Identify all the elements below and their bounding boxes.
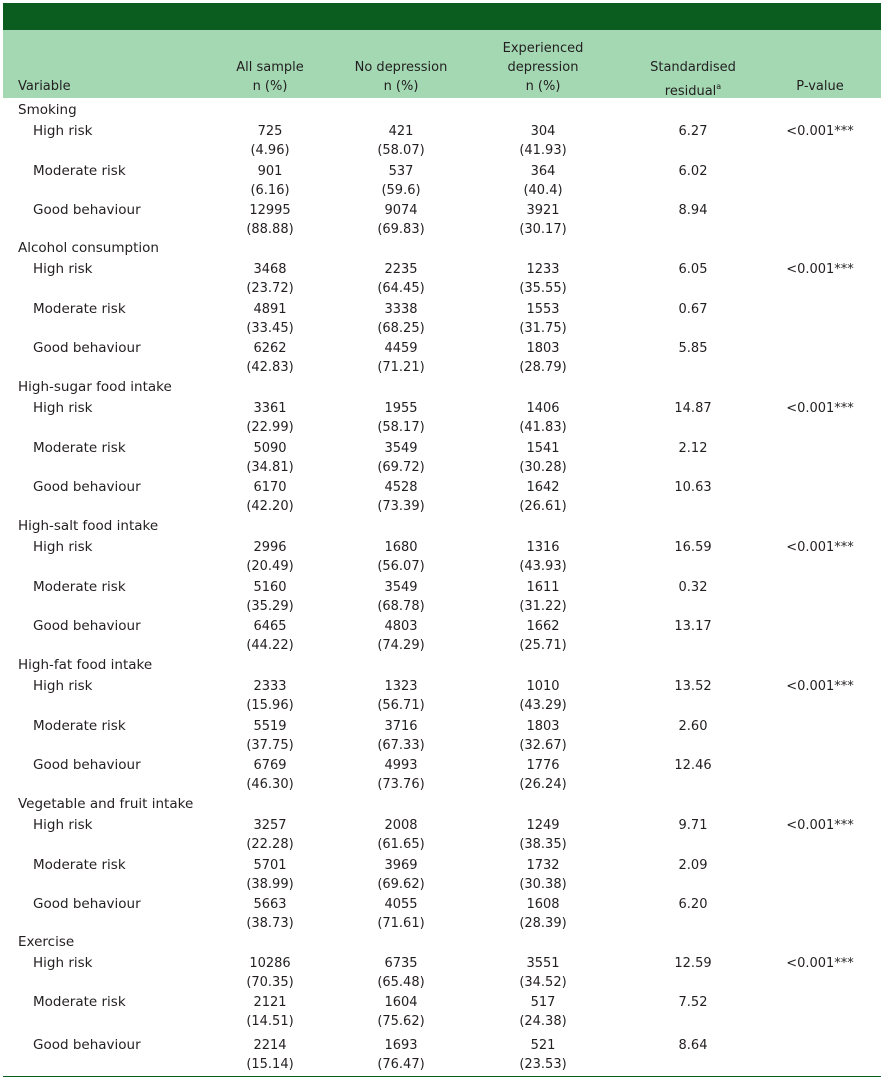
cell-percent: (15.14): [246, 1057, 294, 1072]
cell-residual: 6.20: [678, 897, 708, 912]
cell-dep: [483, 895, 603, 933]
cell-dep: [483, 260, 603, 298]
cell-count: 4055: [384, 897, 418, 912]
cell-percent: (71.61): [377, 916, 425, 931]
row-level-label: Good behaviour: [33, 1037, 141, 1053]
cell-count: 2121: [253, 995, 287, 1010]
cell-percent: (38.73): [246, 916, 294, 931]
cell-count: 9074: [384, 203, 418, 218]
cell-count: 1406: [526, 401, 560, 416]
cell-percent: (67.33): [377, 738, 425, 753]
cell-count: 1541: [526, 441, 560, 456]
cell-nodep: [341, 717, 461, 755]
cell-all: [210, 717, 330, 755]
cell-residual: 8.94: [678, 203, 708, 218]
cell-percent: (46.30): [246, 777, 294, 792]
row-level-label: Good behaviour: [33, 757, 141, 773]
header-all-sample: All sample n (%): [236, 60, 304, 94]
row-level-label: Moderate risk: [33, 301, 126, 317]
cell-percent: (22.28): [246, 837, 294, 852]
cell-dep: [483, 993, 603, 1031]
cell-percent: (15.96): [246, 698, 294, 713]
cell-all: [210, 993, 330, 1031]
cell-count: 4803: [384, 619, 418, 634]
cell-nodep: [341, 122, 461, 160]
group-label: Alcohol consumption: [18, 240, 159, 256]
cell-count: 1611: [526, 580, 560, 595]
cell-residual: 16.59: [674, 540, 712, 555]
cell-dep: [483, 399, 603, 437]
cell-all: [210, 856, 330, 894]
row-level-label: High risk: [33, 955, 93, 971]
cell-nodep: [341, 993, 461, 1031]
cell-residual: 6.05: [678, 262, 708, 277]
cell-count: 1693: [384, 1038, 418, 1053]
cell-dep: [483, 816, 603, 854]
cell-count: 1680: [384, 540, 418, 555]
table-title-bar: [3, 3, 881, 30]
row-level-label: Moderate risk: [33, 579, 126, 595]
cell-nodep: [341, 260, 461, 298]
cell-all: [210, 617, 330, 655]
cell-count: 3338: [384, 302, 418, 317]
cell-residual: 13.52: [674, 679, 712, 694]
cell-percent: (71.21): [377, 360, 425, 375]
cell-dep: [483, 578, 603, 616]
cell-dep: [483, 856, 603, 894]
cell-count: 5663: [253, 897, 287, 912]
cell-nodep: [341, 201, 461, 239]
cell-count: 3551: [526, 956, 560, 971]
cell-percent: (20.49): [246, 559, 294, 574]
cell-all: [210, 478, 330, 516]
cell-percent: (59.6): [381, 183, 421, 198]
cell-count: 6465: [253, 619, 287, 634]
cell-p-value: <0.001***: [786, 818, 854, 833]
row-level-label: Good behaviour: [33, 202, 141, 218]
cell-percent: (44.22): [246, 638, 294, 653]
cell-percent: (23.72): [246, 281, 294, 296]
cell-residual: 6.02: [678, 164, 708, 179]
cell-all: [210, 895, 330, 933]
cell-percent: (24.38): [519, 1014, 567, 1029]
cell-count: 5701: [253, 858, 287, 873]
cell-count: 3716: [384, 719, 418, 734]
cell-count: 2214: [253, 1038, 287, 1053]
cell-count: 1316: [526, 540, 560, 555]
group-label: Exercise: [18, 934, 75, 950]
cell-residual: 2.09: [678, 858, 708, 873]
cell-percent: (58.07): [377, 143, 425, 158]
cell-percent: (22.99): [246, 420, 294, 435]
cell-percent: (69.72): [377, 460, 425, 475]
cell-percent: (68.25): [377, 321, 425, 336]
cell-percent: (70.35): [246, 975, 294, 990]
cell-count: 1604: [384, 995, 418, 1010]
header-standardised-residual: Standardised residual$^a$: [650, 60, 736, 99]
group-label: High-salt food intake: [18, 518, 159, 534]
cell-count: 3257: [253, 818, 287, 833]
cell-count: 1803: [526, 719, 560, 734]
cell-residual: 5.85: [678, 341, 708, 356]
cell-nodep: [341, 895, 461, 933]
cell-residual: 2.60: [678, 719, 708, 734]
group-label: Vegetable and fruit intake: [18, 796, 194, 812]
cell-percent: (6.16): [250, 183, 290, 198]
cell-p-value: <0.001***: [786, 401, 854, 416]
cell-count: 521: [530, 1038, 556, 1053]
cell-nodep: [341, 677, 461, 715]
cell-all: [210, 1036, 330, 1074]
row-level-label: High risk: [33, 261, 93, 277]
cell-count: 364: [530, 164, 556, 179]
cell-p-value: <0.001***: [786, 124, 854, 139]
cell-residual: 12.46: [674, 758, 712, 773]
cell-percent: (30.38): [519, 877, 567, 892]
cell-all: [210, 201, 330, 239]
cell-dep: [483, 162, 603, 200]
cell-count: 3969: [384, 858, 418, 873]
cell-nodep: [341, 617, 461, 655]
row-level-label: Moderate risk: [33, 994, 126, 1010]
cell-percent: (38.99): [246, 877, 294, 892]
cell-dep: [483, 677, 603, 715]
cell-count: 2333: [253, 679, 287, 694]
cell-residual: 8.64: [678, 1038, 708, 1053]
cell-percent: (35.55): [519, 281, 567, 296]
cell-percent: (25.71): [519, 638, 567, 653]
row-level-label: High risk: [33, 678, 93, 694]
cell-percent: (34.81): [246, 460, 294, 475]
cell-dep: [483, 300, 603, 338]
cell-count: 1776: [526, 758, 560, 773]
cell-percent: (38.35): [519, 837, 567, 852]
cell-count: 6735: [384, 956, 418, 971]
cell-p-value: <0.001***: [786, 679, 854, 694]
cell-nodep: [341, 954, 461, 992]
cell-residual: 2.12: [678, 441, 708, 456]
cell-all: [210, 300, 330, 338]
cell-count: 5090: [253, 441, 287, 456]
cell-count: 3361: [253, 401, 287, 416]
table-header: [3, 30, 881, 98]
cell-percent: (56.71): [377, 698, 425, 713]
cell-percent: (31.22): [519, 599, 567, 614]
cell-residual: 12.59: [674, 956, 712, 971]
cell-percent: (40.4): [523, 183, 563, 198]
cell-nodep: [341, 578, 461, 616]
cell-percent: (37.75): [246, 738, 294, 753]
cell-count: 725: [257, 124, 283, 139]
cell-percent: (26.61): [519, 499, 567, 514]
cell-count: 3549: [384, 580, 418, 595]
cell-count: 5160: [253, 580, 287, 595]
cell-percent: (28.79): [519, 360, 567, 375]
cell-dep: [483, 122, 603, 160]
cell-percent: (73.76): [377, 777, 425, 792]
cell-count: 304: [530, 124, 556, 139]
cell-count: 537: [388, 164, 414, 179]
cell-percent: (35.29): [246, 599, 294, 614]
cell-count: 2996: [253, 540, 287, 555]
cell-residual: 14.87: [674, 401, 712, 416]
cell-all: [210, 439, 330, 477]
cell-residual: 6.27: [678, 124, 708, 139]
row-level-label: Moderate risk: [33, 718, 126, 734]
cell-dep: [483, 201, 603, 239]
cell-count: 421: [388, 124, 414, 139]
row-level-label: High risk: [33, 817, 93, 833]
cell-percent: (34.52): [519, 975, 567, 990]
cell-count: 1642: [526, 480, 560, 495]
cell-count: 1249: [526, 818, 560, 833]
cell-nodep: [341, 538, 461, 576]
cell-nodep: [341, 339, 461, 377]
cell-percent: (41.83): [519, 420, 567, 435]
cell-percent: (65.48): [377, 975, 425, 990]
cell-all: [210, 578, 330, 616]
cell-dep: [483, 439, 603, 477]
cell-dep: [483, 617, 603, 655]
cell-dep: [483, 478, 603, 516]
cell-all: [210, 816, 330, 854]
row-level-label: Moderate risk: [33, 440, 126, 456]
cell-count: 3921: [526, 203, 560, 218]
cell-nodep: [341, 816, 461, 854]
cell-percent: (32.67): [519, 738, 567, 753]
row-level-label: Good behaviour: [33, 618, 141, 634]
header-variable: Variable: [18, 79, 71, 94]
cell-count: 1323: [384, 679, 418, 694]
cell-percent: (23.53): [519, 1057, 567, 1072]
cell-count: 4993: [384, 758, 418, 773]
cell-dep: [483, 1036, 603, 1074]
header-experienced-depression: Experienced depression n (%): [502, 41, 584, 94]
cell-p-value: <0.001***: [786, 956, 854, 971]
cell-nodep: [341, 478, 461, 516]
cell-percent: (75.62): [377, 1014, 425, 1029]
cell-residual: 0.67: [678, 302, 708, 317]
cell-count: 4459: [384, 341, 418, 356]
cell-count: 3468: [253, 262, 287, 277]
cell-nodep: [341, 300, 461, 338]
cell-percent: (69.62): [377, 877, 425, 892]
cell-count: 1608: [526, 897, 560, 912]
cell-percent: (4.96): [250, 143, 290, 158]
cell-dep: [483, 339, 603, 377]
cell-count: 901: [257, 164, 283, 179]
cell-percent: (76.47): [377, 1057, 425, 1072]
row-level-label: Moderate risk: [33, 857, 126, 873]
cell-percent: (64.45): [377, 281, 425, 296]
cell-p-value: <0.001***: [786, 540, 854, 555]
cell-all: [210, 399, 330, 437]
cell-nodep: [341, 1036, 461, 1074]
cell-dep: [483, 954, 603, 992]
row-level-label: High risk: [33, 123, 93, 139]
cell-count: 6769: [253, 758, 287, 773]
cell-nodep: [341, 399, 461, 437]
cell-count: 12995: [249, 203, 291, 218]
cell-percent: (14.51): [246, 1014, 294, 1029]
cell-count: 6262: [253, 341, 287, 356]
cell-all: [210, 162, 330, 200]
cell-count: 1803: [526, 341, 560, 356]
cell-percent: (73.39): [377, 499, 425, 514]
cell-percent: (30.17): [519, 222, 567, 237]
cell-count: 1732: [526, 858, 560, 873]
cell-percent: (69.83): [377, 222, 425, 237]
cell-count: 1955: [384, 401, 418, 416]
cell-count: 1233: [526, 262, 560, 277]
cell-percent: (41.93): [519, 143, 567, 158]
cell-nodep: [341, 162, 461, 200]
cell-residual: 7.52: [678, 995, 708, 1010]
cell-residual: 9.71: [678, 818, 708, 833]
cell-all: [210, 954, 330, 992]
cell-all: [210, 677, 330, 715]
cell-residual: 13.17: [674, 619, 712, 634]
row-level-label: Good behaviour: [33, 479, 141, 495]
cell-count: 5519: [253, 719, 287, 734]
cell-count: 1010: [526, 679, 560, 694]
row-level-label: Moderate risk: [33, 163, 126, 179]
cell-count: 10286: [249, 956, 291, 971]
cell-percent: (42.20): [246, 499, 294, 514]
cell-all: [210, 260, 330, 298]
cell-percent: (68.78): [377, 599, 425, 614]
cell-percent: (28.39): [519, 916, 567, 931]
header-p-value: P-value: [796, 79, 844, 94]
cell-residual: 0.32: [678, 580, 708, 595]
cell-nodep: [341, 856, 461, 894]
cell-percent: (30.28): [519, 460, 567, 475]
cell-percent: (61.65): [377, 837, 425, 852]
table-bottom-rule: [3, 1076, 881, 1077]
cell-count: 4891: [253, 302, 287, 317]
row-level-label: Good behaviour: [33, 340, 141, 356]
cell-all: [210, 122, 330, 160]
cell-count: 1662: [526, 619, 560, 634]
cell-percent: (74.29): [377, 638, 425, 653]
cell-count: 6170: [253, 480, 287, 495]
cell-count: 2008: [384, 818, 418, 833]
group-label: High-sugar food intake: [18, 379, 172, 395]
group-label: High-fat food intake: [18, 657, 153, 673]
row-level-label: Good behaviour: [33, 896, 141, 912]
cell-percent: (56.07): [377, 559, 425, 574]
row-level-label: High risk: [33, 539, 93, 555]
cell-nodep: [341, 439, 461, 477]
cell-dep: [483, 756, 603, 794]
cell-count: 4528: [384, 480, 418, 495]
cell-nodep: [341, 756, 461, 794]
header-no-depression: No depression n (%): [354, 60, 448, 94]
cell-percent: (26.24): [519, 777, 567, 792]
cell-all: [210, 339, 330, 377]
cell-percent: (43.29): [519, 698, 567, 713]
cell-percent: (33.45): [246, 321, 294, 336]
cell-count: 3549: [384, 441, 418, 456]
results-table: [3, 3, 881, 1077]
row-level-label: High risk: [33, 400, 93, 416]
cell-percent: (58.17): [377, 420, 425, 435]
cell-count: 517: [530, 995, 556, 1010]
cell-percent: (88.88): [246, 222, 294, 237]
cell-p-value: <0.001***: [786, 262, 854, 277]
group-label: Smoking: [18, 102, 77, 118]
cell-percent: (43.93): [519, 559, 567, 574]
cell-dep: [483, 717, 603, 755]
cell-dep: [483, 538, 603, 576]
cell-all: [210, 538, 330, 576]
cell-percent: (42.83): [246, 360, 294, 375]
cell-residual: 10.63: [674, 480, 712, 495]
cell-count: 2235: [384, 262, 418, 277]
cell-percent: (31.75): [519, 321, 567, 336]
cell-count: 1553: [526, 302, 560, 317]
cell-all: [210, 756, 330, 794]
